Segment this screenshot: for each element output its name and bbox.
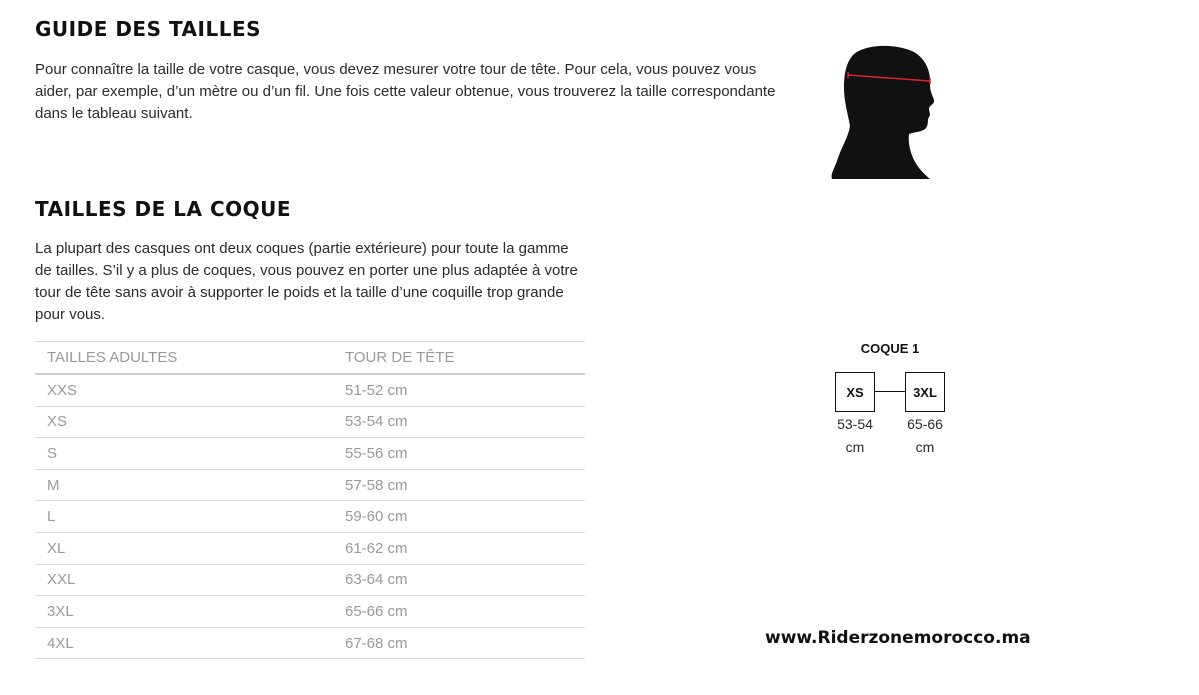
coque-max-range (905, 413, 945, 459)
coque-min-range-unit: cm (845, 439, 865, 455)
coque-min-range-value: 53-54 (837, 416, 873, 432)
size-cell: XXL (35, 564, 345, 596)
circumference-cell: 53-54 cm (345, 406, 585, 438)
website-watermark: www.Riderzonemorocco.ma (765, 628, 1031, 648)
table-row (35, 406, 585, 438)
table-row (35, 469, 585, 501)
table-row (35, 532, 585, 564)
shell-sizes-description: La plupart des casques ont deux coques (partie extérieure) pour toute la gamme de tailles. S’il y a plus de coques, vous pouvez en porter une plus adaptée à votre tour de tête sans avoir à supporter le poids et la taille d’une coquille trop grande pour vous. (35, 240, 578, 323)
circumference-cell: 51-52 cm (345, 374, 585, 406)
size-table (35, 341, 585, 659)
size-cell: L (35, 501, 345, 533)
table-row (35, 438, 585, 470)
circumference-cell: 59-60 cm (345, 501, 585, 533)
circumference-cell: 55-56 cm (345, 438, 585, 470)
table-row (35, 374, 585, 406)
coque-max-range-value: 65-66 (907, 416, 943, 432)
coque-min-range (835, 413, 875, 459)
head-silhouette (832, 46, 935, 179)
column-header-head-circumference: TOUR DE TÊTE (345, 342, 585, 375)
coque-max-size-box: 3XL (905, 372, 945, 412)
circumference-cell: 63-64 cm (345, 564, 585, 596)
coque-max-range-unit: cm (915, 439, 935, 455)
size-cell: 4XL (35, 627, 345, 659)
circumference-cell: 61-62 cm (345, 532, 585, 564)
size-cell: XS (35, 406, 345, 438)
table-row (35, 501, 585, 533)
coque-min-size-box: XS (835, 372, 875, 412)
table-row (35, 627, 585, 659)
circumference-cell: 67-68 cm (345, 627, 585, 659)
coque-title: COQUE 1 (860, 341, 920, 356)
circumference-cell: 65-66 cm (345, 596, 585, 628)
table-header-row (35, 342, 585, 375)
shell-sizes-title: TAILLES DE LA COQUE (35, 197, 292, 221)
table-row (35, 564, 585, 596)
column-header-size: TAILLES ADULTES (35, 342, 345, 375)
size-cell: M (35, 469, 345, 501)
size-cell: S (35, 438, 345, 470)
coque-connector (875, 391, 905, 392)
guide-title: GUIDE DES TAILLES (35, 17, 262, 41)
circumference-cell: 57-58 cm (345, 469, 585, 501)
size-cell: 3XL (35, 596, 345, 628)
size-cell: XL (35, 532, 345, 564)
table-row (35, 596, 585, 628)
size-cell: XXS (35, 374, 345, 406)
head-measurement-icon (826, 42, 936, 182)
guide-description: Pour connaître la taille de votre casque, vous devez mesurer votre tour de tête. Pour cela, vous pouvez vous aider, par exemple, d’un mètre ou d’un fil. Une fois cette valeur obtenue, vous trouverez la taille correspondante dans le tableau suivant. (35, 61, 776, 122)
